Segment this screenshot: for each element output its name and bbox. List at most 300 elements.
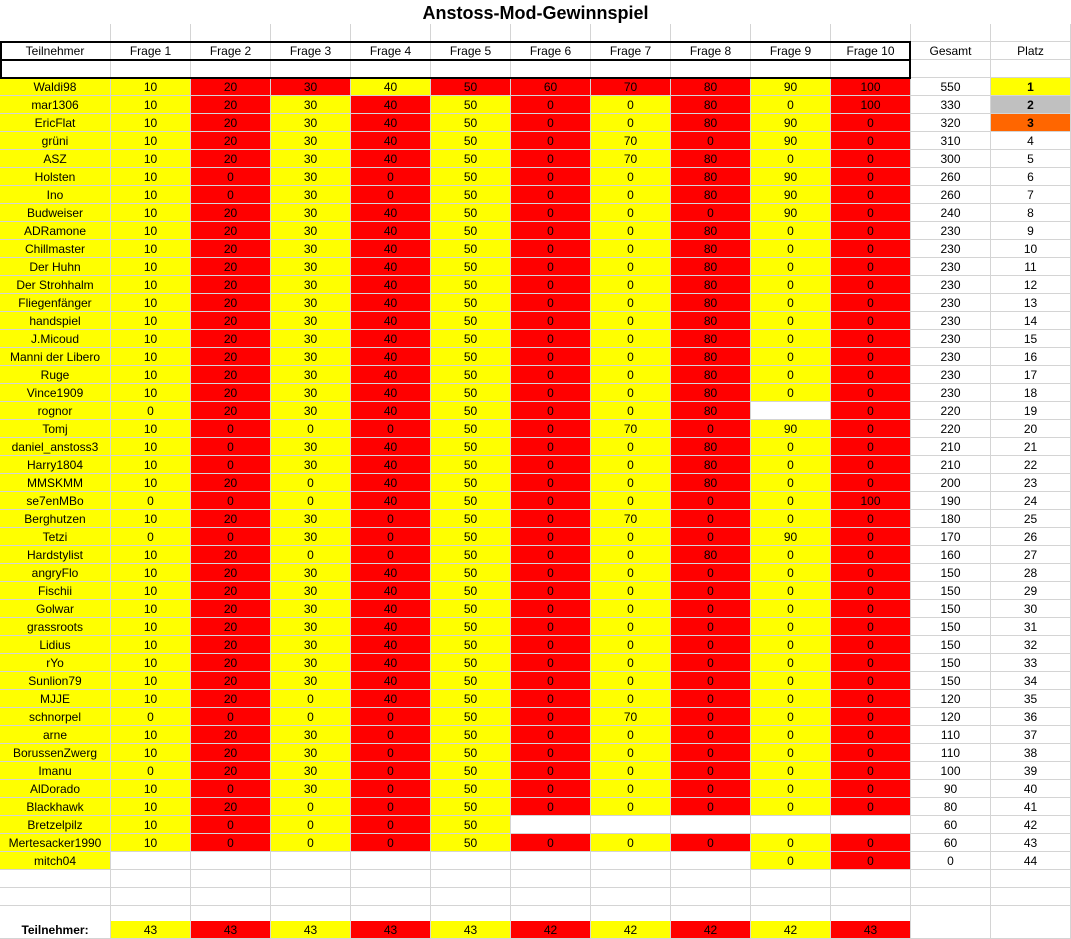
- answer-score-frage-5[interactable]: 50: [431, 384, 511, 402]
- answer-score-frage-3[interactable]: 30: [271, 402, 351, 420]
- blank-cell[interactable]: [0, 24, 111, 42]
- total-score[interactable]: 190: [911, 492, 991, 510]
- answer-score-frage-1[interactable]: 10: [111, 600, 191, 618]
- answer-score-frage-5[interactable]: 50: [431, 726, 511, 744]
- blank-cell[interactable]: [911, 921, 991, 939]
- blank-cell[interactable]: [831, 888, 911, 906]
- participant-name[interactable]: Imanu: [0, 762, 111, 780]
- answer-score-frage-4[interactable]: 0: [351, 420, 431, 438]
- answer-score-frage-5[interactable]: 50: [431, 834, 511, 852]
- answer-score-frage-3[interactable]: 0: [271, 492, 351, 510]
- answer-score-frage-6[interactable]: 0: [511, 168, 591, 186]
- answer-score-frage-2[interactable]: 20: [191, 258, 271, 276]
- answer-score-frage-6[interactable]: 0: [511, 492, 591, 510]
- answer-score-frage-8[interactable]: 80: [671, 384, 751, 402]
- blank-cell[interactable]: [591, 24, 671, 42]
- total-score[interactable]: 230: [911, 330, 991, 348]
- placement[interactable]: 26: [991, 528, 1071, 546]
- participant-name[interactable]: ASZ: [0, 150, 111, 168]
- answer-score-frage-4[interactable]: 40: [351, 438, 431, 456]
- answer-score-frage-10[interactable]: 0: [831, 240, 911, 258]
- answer-score-frage-6[interactable]: [511, 816, 591, 834]
- answer-score-frage-2[interactable]: 20: [191, 276, 271, 294]
- answer-score-frage-10[interactable]: 0: [831, 366, 911, 384]
- answer-score-frage-9[interactable]: 0: [751, 492, 831, 510]
- answer-score-frage-5[interactable]: 50: [431, 114, 511, 132]
- answer-score-frage-6[interactable]: 0: [511, 546, 591, 564]
- answer-score-frage-8[interactable]: 80: [671, 294, 751, 312]
- placement[interactable]: 10: [991, 240, 1071, 258]
- answer-score-frage-5[interactable]: 50: [431, 402, 511, 420]
- answer-score-frage-9[interactable]: 0: [751, 330, 831, 348]
- blank-cell[interactable]: [111, 870, 191, 888]
- answer-score-frage-7[interactable]: 0: [591, 834, 671, 852]
- placement[interactable]: 12: [991, 276, 1071, 294]
- answer-score-frage-5[interactable]: 50: [431, 312, 511, 330]
- answer-score-frage-5[interactable]: 50: [431, 816, 511, 834]
- blank-cell[interactable]: [511, 60, 591, 78]
- answer-score-frage-4[interactable]: 40: [351, 276, 431, 294]
- participant-count-frage-9[interactable]: 42: [751, 921, 831, 939]
- participant-name[interactable]: Hardstylist: [0, 546, 111, 564]
- answer-score-frage-8[interactable]: 80: [671, 78, 751, 96]
- answer-score-frage-4[interactable]: 0: [351, 546, 431, 564]
- placement[interactable]: 37: [991, 726, 1071, 744]
- answer-score-frage-7[interactable]: 0: [591, 600, 671, 618]
- answer-score-frage-2[interactable]: 0: [191, 456, 271, 474]
- answer-score-frage-1[interactable]: 10: [111, 258, 191, 276]
- blank-cell[interactable]: [431, 60, 511, 78]
- answer-score-frage-5[interactable]: 50: [431, 348, 511, 366]
- answer-score-frage-2[interactable]: 0: [191, 492, 271, 510]
- answer-score-frage-8[interactable]: 80: [671, 96, 751, 114]
- answer-score-frage-1[interactable]: 10: [111, 348, 191, 366]
- answer-score-frage-7[interactable]: 0: [591, 348, 671, 366]
- column-header-frage-7[interactable]: Frage 7: [591, 42, 671, 60]
- answer-score-frage-5[interactable]: 50: [431, 456, 511, 474]
- placement[interactable]: 1: [991, 78, 1071, 96]
- answer-score-frage-7[interactable]: 0: [591, 564, 671, 582]
- answer-score-frage-10[interactable]: 0: [831, 150, 911, 168]
- answer-score-frage-9[interactable]: 0: [751, 798, 831, 816]
- answer-score-frage-9[interactable]: 90: [751, 204, 831, 222]
- answer-score-frage-3[interactable]: 30: [271, 456, 351, 474]
- answer-score-frage-2[interactable]: 20: [191, 726, 271, 744]
- answer-score-frage-7[interactable]: 0: [591, 672, 671, 690]
- answer-score-frage-9[interactable]: 0: [751, 564, 831, 582]
- placement[interactable]: 23: [991, 474, 1071, 492]
- answer-score-frage-4[interactable]: 40: [351, 132, 431, 150]
- answer-score-frage-8[interactable]: 0: [671, 618, 751, 636]
- answer-score-frage-10[interactable]: 0: [831, 168, 911, 186]
- answer-score-frage-1[interactable]: 10: [111, 204, 191, 222]
- answer-score-frage-1[interactable]: 10: [111, 276, 191, 294]
- answer-score-frage-3[interactable]: 30: [271, 564, 351, 582]
- answer-score-frage-3[interactable]: 30: [271, 276, 351, 294]
- answer-score-frage-1[interactable]: 10: [111, 96, 191, 114]
- answer-score-frage-9[interactable]: 0: [751, 258, 831, 276]
- participant-name[interactable]: arne: [0, 726, 111, 744]
- answer-score-frage-2[interactable]: 20: [191, 600, 271, 618]
- total-score[interactable]: 60: [911, 816, 991, 834]
- answer-score-frage-2[interactable]: 20: [191, 636, 271, 654]
- answer-score-frage-10[interactable]: 0: [831, 528, 911, 546]
- total-score[interactable]: 150: [911, 582, 991, 600]
- answer-score-frage-6[interactable]: 0: [511, 222, 591, 240]
- answer-score-frage-9[interactable]: 0: [751, 708, 831, 726]
- answer-score-frage-6[interactable]: 0: [511, 438, 591, 456]
- answer-score-frage-10[interactable]: 100: [831, 96, 911, 114]
- answer-score-frage-5[interactable]: 50: [431, 168, 511, 186]
- answer-score-frage-7[interactable]: 0: [591, 762, 671, 780]
- answer-score-frage-9[interactable]: 0: [751, 618, 831, 636]
- participant-name[interactable]: EricFlat: [0, 114, 111, 132]
- answer-score-frage-6[interactable]: 0: [511, 132, 591, 150]
- answer-score-frage-5[interactable]: 50: [431, 690, 511, 708]
- answer-score-frage-3[interactable]: 30: [271, 726, 351, 744]
- answer-score-frage-1[interactable]: 10: [111, 744, 191, 762]
- answer-score-frage-8[interactable]: 0: [671, 528, 751, 546]
- answer-score-frage-2[interactable]: 20: [191, 384, 271, 402]
- answer-score-frage-10[interactable]: 0: [831, 582, 911, 600]
- blank-cell[interactable]: [271, 870, 351, 888]
- blank-cell[interactable]: [191, 60, 271, 78]
- answer-score-frage-1[interactable]: 10: [111, 510, 191, 528]
- total-score[interactable]: 120: [911, 708, 991, 726]
- answer-score-frage-1[interactable]: 0: [111, 762, 191, 780]
- answer-score-frage-9[interactable]: 0: [751, 384, 831, 402]
- total-score[interactable]: 240: [911, 204, 991, 222]
- blank-cell[interactable]: [911, 24, 991, 42]
- answer-score-frage-9[interactable]: 0: [751, 456, 831, 474]
- total-score[interactable]: 0: [911, 852, 991, 870]
- answer-score-frage-1[interactable]: 10: [111, 438, 191, 456]
- answer-score-frage-1[interactable]: 10: [111, 384, 191, 402]
- total-score[interactable]: 60: [911, 834, 991, 852]
- blank-cell[interactable]: [751, 60, 831, 78]
- answer-score-frage-3[interactable]: 0: [271, 834, 351, 852]
- answer-score-frage-5[interactable]: 50: [431, 546, 511, 564]
- column-header-platz[interactable]: Platz: [991, 42, 1071, 60]
- answer-score-frage-1[interactable]: 10: [111, 726, 191, 744]
- placement[interactable]: 35: [991, 690, 1071, 708]
- participant-name[interactable]: Chillmaster: [0, 240, 111, 258]
- answer-score-frage-1[interactable]: 10: [111, 636, 191, 654]
- column-header-frage-5[interactable]: Frage 5: [431, 42, 511, 60]
- answer-score-frage-8[interactable]: 0: [671, 492, 751, 510]
- answer-score-frage-4[interactable]: 40: [351, 312, 431, 330]
- answer-score-frage-2[interactable]: 20: [191, 294, 271, 312]
- answer-score-frage-10[interactable]: 0: [831, 510, 911, 528]
- column-header-frage-2[interactable]: Frage 2: [191, 42, 271, 60]
- total-score[interactable]: 120: [911, 690, 991, 708]
- answer-score-frage-4[interactable]: 40: [351, 150, 431, 168]
- answer-score-frage-10[interactable]: 0: [831, 132, 911, 150]
- participant-name[interactable]: mitch04: [0, 852, 111, 870]
- answer-score-frage-2[interactable]: 0: [191, 438, 271, 456]
- placement[interactable]: 13: [991, 294, 1071, 312]
- blank-cell[interactable]: [271, 60, 351, 78]
- answer-score-frage-4[interactable]: 40: [351, 672, 431, 690]
- answer-score-frage-5[interactable]: 50: [431, 438, 511, 456]
- placement[interactable]: 31: [991, 618, 1071, 636]
- total-score[interactable]: 150: [911, 636, 991, 654]
- answer-score-frage-3[interactable]: 30: [271, 780, 351, 798]
- answer-score-frage-4[interactable]: 40: [351, 348, 431, 366]
- placement[interactable]: 19: [991, 402, 1071, 420]
- answer-score-frage-8[interactable]: 0: [671, 654, 751, 672]
- answer-score-frage-10[interactable]: 0: [831, 276, 911, 294]
- answer-score-frage-6[interactable]: 0: [511, 618, 591, 636]
- answer-score-frage-9[interactable]: 0: [751, 510, 831, 528]
- answer-score-frage-10[interactable]: 0: [831, 114, 911, 132]
- blank-cell[interactable]: [191, 24, 271, 42]
- answer-score-frage-2[interactable]: 20: [191, 240, 271, 258]
- answer-score-frage-3[interactable]: 30: [271, 744, 351, 762]
- blank-cell[interactable]: [911, 870, 991, 888]
- answer-score-frage-2[interactable]: 0: [191, 780, 271, 798]
- answer-score-frage-3[interactable]: 0: [271, 816, 351, 834]
- answer-score-frage-7[interactable]: [591, 852, 671, 870]
- answer-score-frage-10[interactable]: 0: [831, 690, 911, 708]
- answer-score-frage-8[interactable]: 80: [671, 366, 751, 384]
- answer-score-frage-2[interactable]: 0: [191, 708, 271, 726]
- answer-score-frage-6[interactable]: 0: [511, 294, 591, 312]
- answer-score-frage-5[interactable]: 50: [431, 96, 511, 114]
- answer-score-frage-3[interactable]: 0: [271, 474, 351, 492]
- answer-score-frage-7[interactable]: 0: [591, 528, 671, 546]
- participant-name[interactable]: Fischii: [0, 582, 111, 600]
- placement[interactable]: 22: [991, 456, 1071, 474]
- answer-score-frage-4[interactable]: 40: [351, 582, 431, 600]
- answer-score-frage-3[interactable]: 30: [271, 384, 351, 402]
- answer-score-frage-5[interactable]: 50: [431, 780, 511, 798]
- blank-cell[interactable]: [351, 870, 431, 888]
- answer-score-frage-5[interactable]: 50: [431, 492, 511, 510]
- answer-score-frage-8[interactable]: 0: [671, 510, 751, 528]
- answer-score-frage-3[interactable]: 30: [271, 438, 351, 456]
- blank-cell[interactable]: [0, 60, 111, 78]
- placement[interactable]: 24: [991, 492, 1071, 510]
- answer-score-frage-7[interactable]: 0: [591, 654, 671, 672]
- answer-score-frage-2[interactable]: 0: [191, 420, 271, 438]
- total-score[interactable]: 310: [911, 132, 991, 150]
- answer-score-frage-9[interactable]: 90: [751, 528, 831, 546]
- answer-score-frage-5[interactable]: 50: [431, 636, 511, 654]
- blank-cell[interactable]: [831, 870, 911, 888]
- answer-score-frage-2[interactable]: 20: [191, 564, 271, 582]
- answer-score-frage-8[interactable]: 80: [671, 312, 751, 330]
- placement[interactable]: 9: [991, 222, 1071, 240]
- total-score[interactable]: 550: [911, 78, 991, 96]
- answer-score-frage-8[interactable]: 0: [671, 762, 751, 780]
- answer-score-frage-8[interactable]: 80: [671, 168, 751, 186]
- answer-score-frage-10[interactable]: 0: [831, 852, 911, 870]
- answer-score-frage-2[interactable]: 20: [191, 366, 271, 384]
- answer-score-frage-2[interactable]: 20: [191, 672, 271, 690]
- participant-count-frage-1[interactable]: 43: [111, 921, 191, 939]
- participant-name[interactable]: Der Huhn: [0, 258, 111, 276]
- participant-name[interactable]: rYo: [0, 654, 111, 672]
- participant-name[interactable]: Mertesacker1990: [0, 834, 111, 852]
- answer-score-frage-2[interactable]: 20: [191, 582, 271, 600]
- participant-count-frage-6[interactable]: 42: [511, 921, 591, 939]
- participant-name[interactable]: grassroots: [0, 618, 111, 636]
- answer-score-frage-9[interactable]: 0: [751, 780, 831, 798]
- column-header-gesamt[interactable]: Gesamt: [911, 42, 991, 60]
- answer-score-frage-8[interactable]: 0: [671, 780, 751, 798]
- placement[interactable]: 6: [991, 168, 1071, 186]
- answer-score-frage-10[interactable]: [831, 816, 911, 834]
- answer-score-frage-1[interactable]: 10: [111, 456, 191, 474]
- answer-score-frage-2[interactable]: 20: [191, 222, 271, 240]
- answer-score-frage-3[interactable]: 30: [271, 294, 351, 312]
- answer-score-frage-7[interactable]: 0: [591, 222, 671, 240]
- answer-score-frage-4[interactable]: 40: [351, 384, 431, 402]
- participant-name[interactable]: Manni der Libero: [0, 348, 111, 366]
- answer-score-frage-3[interactable]: 30: [271, 114, 351, 132]
- participant-name[interactable]: Blackhawk: [0, 798, 111, 816]
- answer-score-frage-4[interactable]: 40: [351, 636, 431, 654]
- placement[interactable]: 21: [991, 438, 1071, 456]
- answer-score-frage-8[interactable]: 0: [671, 726, 751, 744]
- answer-score-frage-9[interactable]: 90: [751, 168, 831, 186]
- answer-score-frage-8[interactable]: 80: [671, 438, 751, 456]
- total-score[interactable]: 320: [911, 114, 991, 132]
- answer-score-frage-10[interactable]: 0: [831, 222, 911, 240]
- answer-score-frage-8[interactable]: 0: [671, 564, 751, 582]
- answer-score-frage-6[interactable]: 0: [511, 276, 591, 294]
- answer-score-frage-6[interactable]: 0: [511, 366, 591, 384]
- answer-score-frage-4[interactable]: 40: [351, 222, 431, 240]
- answer-score-frage-8[interactable]: 80: [671, 348, 751, 366]
- answer-score-frage-2[interactable]: 20: [191, 690, 271, 708]
- answer-score-frage-9[interactable]: 0: [751, 348, 831, 366]
- blank-cell[interactable]: [271, 24, 351, 42]
- answer-score-frage-1[interactable]: 0: [111, 528, 191, 546]
- answer-score-frage-6[interactable]: 0: [511, 114, 591, 132]
- answer-score-frage-4[interactable]: 40: [351, 258, 431, 276]
- answer-score-frage-6[interactable]: 0: [511, 726, 591, 744]
- answer-score-frage-9[interactable]: 0: [751, 834, 831, 852]
- answer-score-frage-3[interactable]: 30: [271, 528, 351, 546]
- participant-name[interactable]: AlDorado: [0, 780, 111, 798]
- answer-score-frage-3[interactable]: 30: [271, 168, 351, 186]
- answer-score-frage-10[interactable]: 100: [831, 78, 911, 96]
- answer-score-frage-7[interactable]: 0: [591, 168, 671, 186]
- answer-score-frage-7[interactable]: 0: [591, 258, 671, 276]
- answer-score-frage-10[interactable]: 0: [831, 726, 911, 744]
- answer-score-frage-1[interactable]: 10: [111, 312, 191, 330]
- answer-score-frage-10[interactable]: 0: [831, 618, 911, 636]
- answer-score-frage-7[interactable]: 0: [591, 690, 671, 708]
- answer-score-frage-4[interactable]: 40: [351, 654, 431, 672]
- answer-score-frage-8[interactable]: 0: [671, 636, 751, 654]
- answer-score-frage-7[interactable]: 70: [591, 78, 671, 96]
- answer-score-frage-9[interactable]: 90: [751, 186, 831, 204]
- answer-score-frage-3[interactable]: 30: [271, 186, 351, 204]
- answer-score-frage-2[interactable]: 20: [191, 510, 271, 528]
- answer-score-frage-7[interactable]: 0: [591, 456, 671, 474]
- answer-score-frage-10[interactable]: 0: [831, 402, 911, 420]
- answer-score-frage-1[interactable]: 10: [111, 420, 191, 438]
- answer-score-frage-6[interactable]: 0: [511, 834, 591, 852]
- answer-score-frage-7[interactable]: 0: [591, 312, 671, 330]
- answer-score-frage-6[interactable]: 0: [511, 330, 591, 348]
- answer-score-frage-8[interactable]: 0: [671, 600, 751, 618]
- answer-score-frage-4[interactable]: 40: [351, 492, 431, 510]
- answer-score-frage-3[interactable]: 0: [271, 690, 351, 708]
- answer-score-frage-5[interactable]: 50: [431, 762, 511, 780]
- answer-score-frage-8[interactable]: 0: [671, 420, 751, 438]
- answer-score-frage-7[interactable]: [591, 816, 671, 834]
- blank-cell[interactable]: [0, 888, 111, 906]
- answer-score-frage-10[interactable]: 0: [831, 474, 911, 492]
- answer-score-frage-2[interactable]: 20: [191, 312, 271, 330]
- participant-name[interactable]: Harry1804: [0, 456, 111, 474]
- total-score[interactable]: 230: [911, 348, 991, 366]
- total-score[interactable]: 100: [911, 762, 991, 780]
- total-score[interactable]: 150: [911, 600, 991, 618]
- answer-score-frage-4[interactable]: 40: [351, 204, 431, 222]
- answer-score-frage-5[interactable]: [431, 852, 511, 870]
- answer-score-frage-4[interactable]: 40: [351, 240, 431, 258]
- total-score[interactable]: 180: [911, 510, 991, 528]
- answer-score-frage-7[interactable]: 0: [591, 240, 671, 258]
- placement[interactable]: 17: [991, 366, 1071, 384]
- answer-score-frage-7[interactable]: 70: [591, 420, 671, 438]
- answer-score-frage-4[interactable]: 0: [351, 816, 431, 834]
- blank-cell[interactable]: [111, 60, 191, 78]
- blank-cell[interactable]: [751, 24, 831, 42]
- answer-score-frage-4[interactable]: 40: [351, 294, 431, 312]
- answer-score-frage-9[interactable]: 0: [751, 222, 831, 240]
- answer-score-frage-2[interactable]: 20: [191, 204, 271, 222]
- answer-score-frage-5[interactable]: 50: [431, 258, 511, 276]
- column-header-teilnehmer[interactable]: Teilnehmer: [0, 42, 111, 60]
- answer-score-frage-9[interactable]: 0: [751, 438, 831, 456]
- answer-score-frage-1[interactable]: 10: [111, 582, 191, 600]
- answer-score-frage-10[interactable]: 100: [831, 492, 911, 510]
- answer-score-frage-9[interactable]: 0: [751, 726, 831, 744]
- placement[interactable]: 34: [991, 672, 1071, 690]
- column-header-frage-10[interactable]: Frage 10: [831, 42, 911, 60]
- answer-score-frage-5[interactable]: 50: [431, 654, 511, 672]
- answer-score-frage-1[interactable]: 10: [111, 330, 191, 348]
- blank-cell[interactable]: [831, 24, 911, 42]
- total-score[interactable]: 230: [911, 366, 991, 384]
- answer-score-frage-9[interactable]: 0: [751, 366, 831, 384]
- answer-score-frage-7[interactable]: 0: [591, 294, 671, 312]
- answer-score-frage-9[interactable]: 0: [751, 600, 831, 618]
- answer-score-frage-8[interactable]: 80: [671, 474, 751, 492]
- total-score[interactable]: 230: [911, 222, 991, 240]
- column-header-frage-9[interactable]: Frage 9: [751, 42, 831, 60]
- answer-score-frage-7[interactable]: 70: [591, 510, 671, 528]
- answer-score-frage-10[interactable]: 0: [831, 834, 911, 852]
- answer-score-frage-7[interactable]: 0: [591, 726, 671, 744]
- answer-score-frage-10[interactable]: 0: [831, 312, 911, 330]
- answer-score-frage-8[interactable]: 80: [671, 150, 751, 168]
- answer-score-frage-7[interactable]: 0: [591, 546, 671, 564]
- total-score[interactable]: 170: [911, 528, 991, 546]
- answer-score-frage-4[interactable]: 0: [351, 528, 431, 546]
- participant-name[interactable]: ADRamone: [0, 222, 111, 240]
- answer-score-frage-6[interactable]: 0: [511, 762, 591, 780]
- blank-cell[interactable]: [351, 888, 431, 906]
- participant-count-frage-10[interactable]: 43: [831, 921, 911, 939]
- answer-score-frage-2[interactable]: 20: [191, 348, 271, 366]
